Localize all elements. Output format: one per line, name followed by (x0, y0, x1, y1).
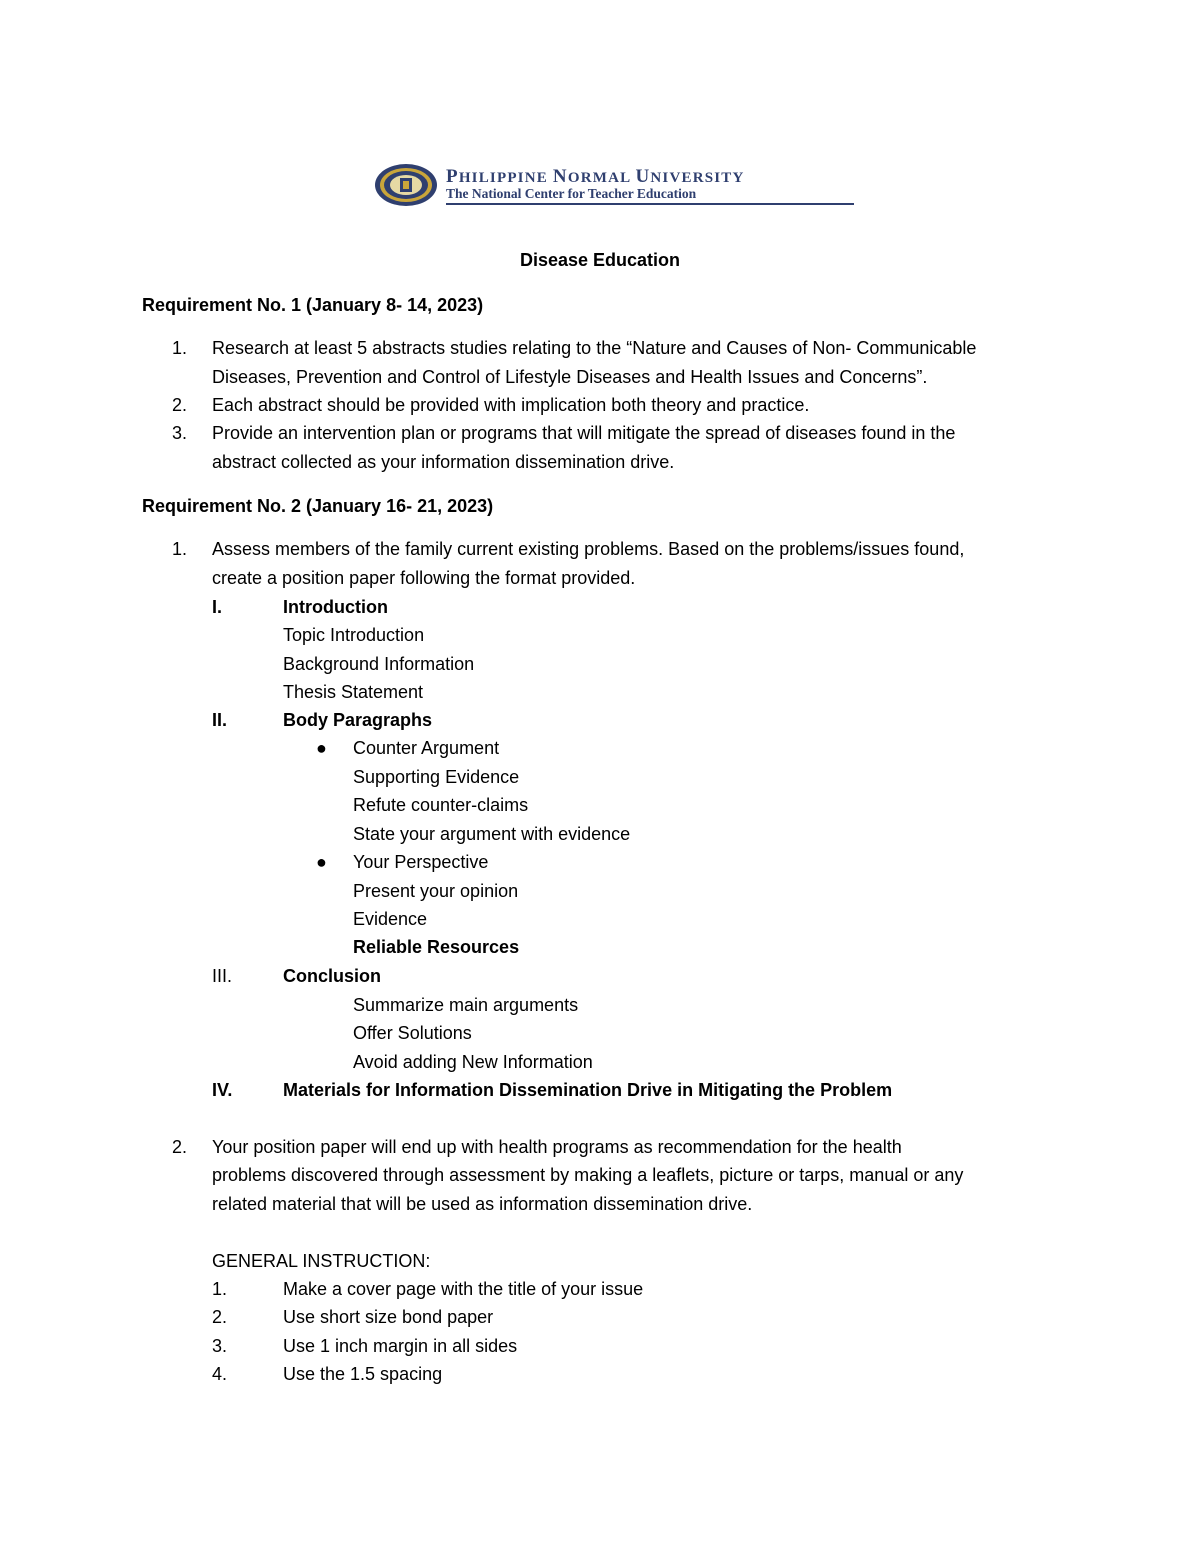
outline-section-conclusion: Conclusion (283, 966, 381, 986)
list-item-number: 2. (212, 1307, 228, 1327)
outline-bullet-item: Counter Argument (353, 738, 500, 758)
list-item-number: 2. (172, 1137, 188, 1157)
outline-bullet-item: Your Perspective (353, 852, 489, 872)
outline-section-introduction: Introduction (283, 597, 388, 617)
outline-subitem: Refute counter-claims (353, 795, 529, 815)
list-item-text: Your position paper will end up with health programs as recommendation for the health (212, 1137, 902, 1157)
outline-subitem: Topic Introduction (283, 625, 425, 645)
outline-subitem: Summarize main arguments (353, 995, 579, 1015)
general-instruction-heading: GENERAL INSTRUCTION: (212, 1251, 431, 1271)
university-header (374, 163, 854, 207)
outline-subitem: State your argument with evidence (353, 824, 631, 844)
list-item-text: related material that will be used as information dissemination drive. (212, 1194, 753, 1214)
list-item-number: 2. (172, 395, 188, 415)
outline-numeral: IV. (212, 1080, 233, 1100)
outline-numeral: III. (212, 966, 233, 986)
outline-subitem: Background Information (283, 654, 475, 674)
outline-subitem: Supporting Evidence (353, 767, 520, 787)
list-item-text: Provide an intervention plan or programs that will mitigate the spread of diseases found in the (212, 423, 956, 443)
bullet-icon: ● (316, 738, 327, 758)
outline-numeral: I. (212, 597, 223, 617)
list-item-number: 3. (212, 1336, 228, 1356)
outline-subitem: Thesis Statement (283, 682, 424, 702)
requirement-1-heading: Requirement No. 1 (January 8- 14, 2023) (142, 295, 484, 315)
university-name: PHILIPPINE NORMAL UNIVERSITY (446, 166, 745, 187)
outline-subitem-bold: Reliable Resources (353, 937, 520, 957)
list-item-text: Each abstract should be provided with implication both theory and practice. (212, 395, 810, 415)
list-item-text: Use the 1.5 spacing (283, 1364, 443, 1384)
list-item-text: Use short size bond paper (283, 1307, 494, 1327)
list-item-text: Diseases, Prevention and Control of Lifestyle Diseases and Health Issues and Concerns”. (212, 367, 928, 387)
list-item-number: 4. (212, 1364, 228, 1384)
list-item-text: Assess members of the family current existing problems. Based on the problems/issues found, (212, 539, 965, 559)
requirement-2-heading: Requirement No. 2 (January 16- 21, 2023) (142, 496, 494, 516)
list-item-number: 1. (212, 1279, 228, 1299)
outline-subitem: Avoid adding New Information (353, 1052, 593, 1072)
list-item-text: Make a cover page with the title of your issue (283, 1279, 644, 1299)
header-underline (446, 203, 854, 205)
list-item-number: 1. (172, 539, 188, 559)
university-seal-icon (374, 163, 438, 207)
list-item-number: 1. (172, 338, 188, 358)
list-item-text: Use 1 inch margin in all sides (283, 1336, 518, 1356)
list-item-text: Research at least 5 abstracts studies relating to the “Nature and Causes of Non- Communicable (212, 338, 977, 358)
outline-subitem: Present your opinion (353, 881, 519, 901)
outline-subitem: Offer Solutions (353, 1023, 472, 1043)
outline-numeral: II. (212, 710, 228, 730)
list-item-text: problems discovered through assessment by making a leaflets, picture or tarps, manual or any (212, 1165, 964, 1185)
outline-section-body-paragraphs: Body Paragraphs (283, 710, 433, 730)
outline-section-materials: Materials for Information Dissemination Drive in Mitigating the Problem (283, 1080, 893, 1100)
list-item-number: 3. (172, 423, 188, 443)
university-tagline: The National Center for Teacher Education (446, 186, 697, 201)
list-item-text: create a position paper following the format provided. (212, 568, 636, 588)
outline-subitem: Evidence (353, 909, 428, 929)
list-item-text: abstract collected as your information dissemination drive. (212, 452, 675, 472)
document-title: Disease Education (519, 250, 681, 270)
bullet-icon: ● (316, 852, 327, 872)
